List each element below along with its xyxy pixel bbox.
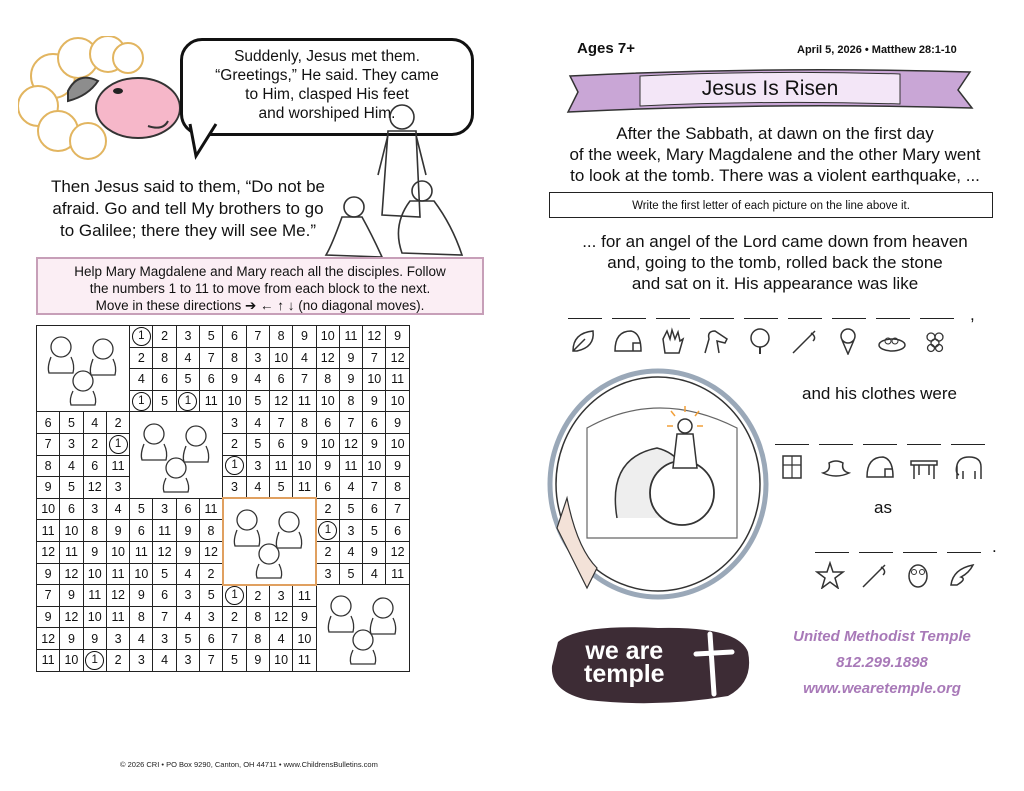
- maze-cell[interactable]: [106, 433, 129, 455]
- word3-blanks: [815, 540, 981, 553]
- maze-cell[interactable]: 10: [269, 649, 292, 671]
- igloo-icon: [858, 452, 902, 482]
- disciples-illustration: [39, 327, 127, 407]
- maze-cell[interactable]: 3: [200, 606, 223, 628]
- maze-cell[interactable]: 8: [246, 606, 269, 628]
- maze-cell[interactable]: 6: [363, 498, 386, 520]
- maze-cell[interactable]: 5: [246, 390, 269, 412]
- maze-cell[interactable]: [223, 455, 246, 477]
- maze-cell[interactable]: 11: [293, 390, 316, 412]
- maze-cell[interactable]: 5: [200, 585, 223, 607]
- horse-icon: [694, 326, 738, 356]
- star-icon: [808, 560, 852, 590]
- maze-cell[interactable]: 12: [269, 390, 292, 412]
- story-paragraph-2: ... for an angel of the Lord came down from heaven and, going to the tomb, rolled back the stone and sat on it. His appearance was like: [582, 232, 968, 293]
- maze-cell[interactable]: 6: [223, 326, 246, 348]
- maze-row: [37, 477, 410, 499]
- maze-cell[interactable]: 2: [106, 649, 129, 671]
- sheep-illustration: [18, 36, 183, 161]
- maze-cell[interactable]: 3: [130, 649, 153, 671]
- maze-cell[interactable]: 4: [106, 498, 129, 520]
- maze-cell[interactable]: 6: [316, 412, 339, 434]
- maze-cell[interactable]: 4: [246, 477, 269, 499]
- maze-cell[interactable]: 7: [246, 326, 269, 348]
- start-number: 1: [85, 651, 104, 670]
- maze-cell[interactable]: 5: [339, 563, 362, 585]
- maze-cell[interactable]: 12: [60, 606, 83, 628]
- date-scripture-reference: April 5, 2026 • Matthew 28:1-10: [797, 44, 957, 56]
- maze-cell[interactable]: 9: [37, 477, 60, 499]
- maze-cell[interactable]: 11: [130, 541, 153, 563]
- maze-cell[interactable]: 12: [37, 628, 60, 650]
- maze-cell[interactable]: 9: [339, 347, 362, 369]
- word1-pictures: [562, 326, 958, 356]
- maze-cell[interactable]: 6: [363, 412, 386, 434]
- answer-blank[interactable]: [863, 432, 897, 445]
- church-contact: [772, 624, 992, 702]
- maze-cell[interactable]: 12: [200, 541, 223, 563]
- needle-icon: [852, 560, 896, 590]
- maze-instructions: Help Mary Magdalene and Mary reach all the disciples. Follow the numbers 1 to 11 to move from each block to the next. Move in these directions ➔ ← ↑ ↓ (no diagonal moves).: [36, 257, 484, 315]
- maze-row: [37, 412, 410, 434]
- maze-cell[interactable]: 10: [60, 520, 83, 542]
- page-title: Jesus Is Risen: [701, 77, 839, 100]
- maze-cell[interactable]: 6: [316, 477, 339, 499]
- maze-cell[interactable]: 6: [200, 628, 223, 650]
- maze-cell[interactable]: 12: [83, 477, 106, 499]
- maze-cell[interactable]: [130, 326, 153, 348]
- maze-cell[interactable]: 7: [37, 433, 60, 455]
- maze-cell[interactable]: 4: [176, 347, 199, 369]
- maze-cell[interactable]: 9: [60, 585, 83, 607]
- maze-cell[interactable]: 8: [293, 412, 316, 434]
- maze-cell[interactable]: 12: [153, 541, 176, 563]
- disciples-illustration: [225, 500, 313, 580]
- answer-blank[interactable]: [815, 540, 849, 553]
- maze-cell[interactable]: 7: [200, 649, 223, 671]
- maze-cell[interactable]: 3: [246, 455, 269, 477]
- church-phone[interactable]: 812.299.1898: [836, 654, 928, 671]
- maze-cell[interactable]: 4: [363, 563, 386, 585]
- wing-icon: [940, 560, 984, 590]
- answer-blank[interactable]: [920, 306, 954, 319]
- maze-cell[interactable]: 11: [339, 455, 362, 477]
- maze-cell[interactable]: 10: [293, 628, 316, 650]
- maze-cell[interactable]: 6: [153, 369, 176, 391]
- disciples-illustration: [319, 586, 407, 666]
- maze-cell[interactable]: 11: [60, 541, 83, 563]
- disciples-illustration: [132, 414, 220, 494]
- start-number: 1: [109, 435, 128, 454]
- maze-cell[interactable]: 2: [246, 585, 269, 607]
- maze-cell[interactable]: 12: [269, 606, 292, 628]
- answer-blank[interactable]: [788, 306, 822, 319]
- maze-cell[interactable]: 11: [106, 455, 129, 477]
- maze-cell[interactable]: 7: [269, 412, 292, 434]
- maze-cell[interactable]: 5: [153, 390, 176, 412]
- maze-cell[interactable]: 11: [293, 585, 316, 607]
- answer-blank[interactable]: [907, 432, 941, 445]
- start-number: 1: [225, 586, 244, 605]
- church-logo: [548, 622, 754, 706]
- word2-pictures: [770, 452, 990, 482]
- word1-blanks: [568, 306, 954, 319]
- maze-cell[interactable]: 5: [246, 433, 269, 455]
- elephant-icon: [946, 452, 990, 482]
- window-icon: [770, 452, 814, 482]
- maze-cell[interactable]: 11: [269, 455, 292, 477]
- answer-blank[interactable]: [656, 306, 690, 319]
- maze-cell[interactable]: 8: [37, 455, 60, 477]
- maze-cell[interactable]: 11: [386, 369, 409, 391]
- maze-cell[interactable]: 5: [223, 649, 246, 671]
- maze-cell[interactable]: 6: [153, 585, 176, 607]
- answer-blank[interactable]: [951, 432, 985, 445]
- maze-cell[interactable]: 9: [83, 541, 106, 563]
- maze-cell[interactable]: 5: [176, 628, 199, 650]
- maze-cell[interactable]: 2: [223, 606, 246, 628]
- maze-cell[interactable]: 8: [246, 628, 269, 650]
- maze-cell[interactable]: 9: [176, 541, 199, 563]
- maze-cell[interactable]: 10: [269, 347, 292, 369]
- maze-cell[interactable]: 9: [363, 433, 386, 455]
- maze-cell[interactable]: 6: [37, 412, 60, 434]
- maze-cell[interactable]: 4: [130, 628, 153, 650]
- answer-blank[interactable]: [903, 540, 937, 553]
- maze-cell[interactable]: 11: [153, 520, 176, 542]
- start-number: 1: [132, 327, 151, 346]
- maze-cell[interactable]: 4: [176, 563, 199, 585]
- logo-text-line1: we are: [585, 637, 664, 665]
- maze-cell[interactable]: 5: [200, 326, 223, 348]
- maze-cell[interactable]: 3: [83, 498, 106, 520]
- maze-cell[interactable]: 9: [339, 369, 362, 391]
- glove-icon: [650, 326, 694, 356]
- maze-cell[interactable]: 7: [293, 369, 316, 391]
- maze-cell[interactable]: 9: [293, 433, 316, 455]
- answer-blank[interactable]: [612, 306, 646, 319]
- maze-cell[interactable]: 10: [37, 498, 60, 520]
- maze-cell[interactable]: 5: [176, 369, 199, 391]
- maze-cell[interactable]: 3: [223, 477, 246, 499]
- nest-icon: [870, 326, 914, 356]
- maze-cell[interactable]: 11: [200, 498, 223, 520]
- maze-cell[interactable]: 3: [153, 498, 176, 520]
- maze-cell[interactable]: 9: [37, 563, 60, 585]
- answer-blank[interactable]: [568, 306, 602, 319]
- maze-cell[interactable]: 2: [200, 563, 223, 585]
- church-name: United Methodist Temple: [793, 628, 971, 645]
- maze-cell[interactable]: 4: [293, 347, 316, 369]
- maze-cell[interactable]: 6: [386, 520, 409, 542]
- maze-cell[interactable]: 9: [106, 520, 129, 542]
- maze-cell[interactable]: 8: [316, 369, 339, 391]
- disciples-block: [223, 498, 316, 584]
- maze-cell[interactable]: 7: [200, 347, 223, 369]
- maze-cell[interactable]: 8: [153, 347, 176, 369]
- maze-cell[interactable]: 2: [130, 347, 153, 369]
- hat-icon: [814, 452, 858, 482]
- maze-cell[interactable]: 2: [316, 498, 339, 520]
- as-text: as: [874, 498, 892, 517]
- maze-cell[interactable]: 11: [386, 563, 409, 585]
- maze-cell[interactable]: 11: [37, 520, 60, 542]
- maze-cell[interactable]: 9: [386, 326, 409, 348]
- maze-cell[interactable]: 9: [83, 628, 106, 650]
- maze-cell[interactable]: 12: [106, 585, 129, 607]
- maze-cell[interactable]: 3: [223, 412, 246, 434]
- maze-cell[interactable]: 10: [363, 369, 386, 391]
- answer-blank[interactable]: [819, 432, 853, 445]
- maze-cell[interactable]: 4: [246, 369, 269, 391]
- maze-row: [37, 455, 410, 477]
- maze-cell[interactable]: 7: [223, 628, 246, 650]
- maze-cell[interactable]: 12: [37, 541, 60, 563]
- maze-cell[interactable]: 6: [200, 369, 223, 391]
- maze-row: [37, 433, 410, 455]
- maze-cell[interactable]: 8: [223, 347, 246, 369]
- maze-cell[interactable]: 7: [37, 585, 60, 607]
- maze-cell[interactable]: 9: [60, 628, 83, 650]
- maze-cell[interactable]: 3: [269, 585, 292, 607]
- word1-comma: ,: [970, 305, 975, 324]
- maze-cell[interactable]: 3: [246, 347, 269, 369]
- maze-cell[interactable]: 4: [83, 412, 106, 434]
- maze-cell[interactable]: 9: [386, 455, 409, 477]
- maze-cell[interactable]: 11: [37, 649, 60, 671]
- maze-cell[interactable]: 10: [316, 390, 339, 412]
- maze-cell[interactable]: 10: [60, 649, 83, 671]
- maze-cell[interactable]: 2: [316, 541, 339, 563]
- maze-cell[interactable]: 12: [386, 541, 409, 563]
- maze-cell[interactable]: 6: [60, 498, 83, 520]
- maze-cell[interactable]: 10: [293, 455, 316, 477]
- speech-bubble-text: Suddenly, Jesus met them. “Greetings,” He said. They came to Him, clasped His feet and worshiped Him.: [215, 48, 439, 122]
- maze-cell[interactable]: 9: [293, 326, 316, 348]
- clothes-text: and his clothes were: [802, 384, 957, 403]
- maze-cell[interactable]: 9: [316, 455, 339, 477]
- maze-cell[interactable]: 9: [37, 606, 60, 628]
- igloo-icon: [606, 326, 650, 356]
- maze-cell[interactable]: 11: [293, 477, 316, 499]
- answer-blank[interactable]: [947, 540, 981, 553]
- maze-cell[interactable]: 8: [339, 390, 362, 412]
- maze-cell[interactable]: 4: [339, 477, 362, 499]
- maze-cell[interactable]: 6: [269, 369, 292, 391]
- maze-cell[interactable]: 4: [130, 369, 153, 391]
- maze-cell[interactable]: 12: [339, 433, 362, 455]
- maze-cell[interactable]: 9: [246, 649, 269, 671]
- maze-cell[interactable]: 9: [363, 390, 386, 412]
- maze-cell[interactable]: 9: [130, 585, 153, 607]
- maze-cell[interactable]: 7: [363, 347, 386, 369]
- maze-cell[interactable]: 3: [316, 563, 339, 585]
- maze-cell[interactable]: 5: [269, 477, 292, 499]
- answer-blank[interactable]: [775, 432, 809, 445]
- grapes-icon: [914, 326, 958, 356]
- maze-cell[interactable]: 9: [386, 412, 409, 434]
- maze-cell[interactable]: 2: [223, 433, 246, 455]
- maze-cell[interactable]: 10: [363, 455, 386, 477]
- maze-cell[interactable]: 12: [363, 326, 386, 348]
- maze-cell[interactable]: 4: [269, 628, 292, 650]
- maze-cell[interactable]: 8: [269, 326, 292, 348]
- maze-cell[interactable]: 5: [153, 563, 176, 585]
- maze-cell[interactable]: 12: [386, 347, 409, 369]
- maze-cell[interactable]: 10: [386, 433, 409, 455]
- answer-blank[interactable]: [859, 540, 893, 553]
- maze-cell[interactable]: 10: [316, 326, 339, 348]
- maze-cell[interactable]: 3: [60, 433, 83, 455]
- bubble-tail: [186, 122, 226, 162]
- maze-cell[interactable]: 11: [339, 326, 362, 348]
- maze-cell[interactable]: 5: [130, 498, 153, 520]
- narration-text: Then Jesus said to them, “Do not be afraid. Go and tell My brothers to go to Galilee; there they will see Me.”: [50, 177, 326, 240]
- maze-cell[interactable]: 10: [386, 390, 409, 412]
- maze-cell[interactable]: 4: [339, 541, 362, 563]
- maze-cell[interactable]: 11: [83, 585, 106, 607]
- maze-cell[interactable]: 4: [153, 649, 176, 671]
- maze-cell[interactable]: 11: [106, 606, 129, 628]
- maze-cell[interactable]: 9: [176, 520, 199, 542]
- disciples-block: [37, 326, 130, 412]
- copyright-line: © 2026 CRI • PO Box 9290, Canton, OH 44711 • www.ChildrensBulletins.com: [120, 760, 378, 769]
- maze-cell[interactable]: 9: [363, 541, 386, 563]
- maze-cell[interactable]: 7: [153, 606, 176, 628]
- maze-cell[interactable]: 10: [130, 563, 153, 585]
- maze-cell[interactable]: 3: [339, 520, 362, 542]
- owl-icon: [896, 560, 940, 590]
- answer-blank[interactable]: [832, 306, 866, 319]
- start-number: 1: [178, 392, 197, 411]
- maze-cell[interactable]: 12: [60, 563, 83, 585]
- maze-cell[interactable]: 10: [83, 606, 106, 628]
- ice-cream-icon: [826, 326, 870, 356]
- church-website[interactable]: www.wearetemple.org: [803, 680, 961, 697]
- maze-cell[interactable]: 7: [386, 498, 409, 520]
- maze-cell[interactable]: [223, 585, 246, 607]
- word2-blanks: [775, 432, 985, 445]
- maze-row: [37, 326, 410, 348]
- maze-cell[interactable]: 3: [176, 326, 199, 348]
- maze-cell[interactable]: 5: [363, 520, 386, 542]
- logo-text-line2: temple: [584, 660, 665, 688]
- maze-cell[interactable]: 4: [176, 606, 199, 628]
- needle-icon: [782, 326, 826, 356]
- maze-cell[interactable]: 3: [106, 628, 129, 650]
- tree-icon: [738, 326, 782, 356]
- maze-cell[interactable]: 5: [60, 412, 83, 434]
- maze-cell[interactable]: 3: [176, 585, 199, 607]
- maze-cell[interactable]: 6: [176, 498, 199, 520]
- disciples-block: [130, 412, 223, 498]
- maze-cell[interactable]: 7: [339, 412, 362, 434]
- maze-cell[interactable]: 10: [83, 563, 106, 585]
- maze-cell[interactable]: 11: [293, 649, 316, 671]
- answer-blank[interactable]: [744, 306, 778, 319]
- age-label: Ages 7+: [577, 40, 635, 57]
- maze-cell[interactable]: 5: [60, 477, 83, 499]
- start-number: 1: [318, 521, 337, 540]
- start-number: 1: [132, 392, 151, 411]
- answer-blank[interactable]: [700, 306, 734, 319]
- maze-cell[interactable]: 8: [130, 606, 153, 628]
- number-maze: [36, 325, 410, 672]
- maze-cell[interactable]: 11: [106, 563, 129, 585]
- maze-cell[interactable]: 2: [83, 433, 106, 455]
- story-paragraph-1: After the Sabbath, at dawn on the first day of the week, Mary Magdalene and the other Mary went to look at the tomb. There was a violent earthquake, ...: [569, 124, 981, 185]
- maze-cell[interactable]: 10: [106, 541, 129, 563]
- angel-on-tomb-illustration: [547, 368, 769, 600]
- maze-cell[interactable]: [176, 390, 199, 412]
- table-icon: [902, 452, 946, 482]
- maze-cell[interactable]: 10: [223, 390, 246, 412]
- maze-cell[interactable]: 2: [106, 412, 129, 434]
- maze-cell[interactable]: 7: [363, 477, 386, 499]
- word3-pictures: [808, 560, 984, 590]
- maze-cell[interactable]: 4: [246, 412, 269, 434]
- maze-cell[interactable]: 8: [83, 520, 106, 542]
- maze-cell[interactable]: 3: [106, 477, 129, 499]
- maze-cell[interactable]: 5: [339, 498, 362, 520]
- answer-blank[interactable]: [876, 306, 910, 319]
- maze-cell[interactable]: 6: [130, 520, 153, 542]
- maze-cell[interactable]: 4: [60, 455, 83, 477]
- maze-cell[interactable]: 12: [316, 347, 339, 369]
- maze-cell[interactable]: 11: [200, 390, 223, 412]
- maze-cell[interactable]: [83, 649, 106, 671]
- maze-cell[interactable]: 3: [153, 628, 176, 650]
- maze-cell[interactable]: 3: [176, 649, 199, 671]
- maze-cell[interactable]: 10: [316, 433, 339, 455]
- maze-cell[interactable]: [130, 390, 153, 412]
- word3-period: .: [992, 537, 997, 556]
- puzzle-hint: Write the first letter of each picture on the line above it.: [549, 192, 993, 218]
- maze-row: [37, 498, 410, 520]
- maze-cell[interactable]: 2: [153, 326, 176, 348]
- start-number: 1: [225, 456, 244, 475]
- maze-cell[interactable]: [316, 520, 339, 542]
- maze-cell[interactable]: 9: [293, 606, 316, 628]
- leaf-icon: [562, 326, 606, 356]
- maze-cell[interactable]: 6: [83, 455, 106, 477]
- disciples-block: [316, 585, 409, 671]
- maze-cell[interactable]: 6: [269, 433, 292, 455]
- maze-cell[interactable]: 9: [223, 369, 246, 391]
- maze-row: [37, 585, 410, 607]
- maze-cell[interactable]: 8: [386, 477, 409, 499]
- maze-cell[interactable]: 8: [200, 520, 223, 542]
